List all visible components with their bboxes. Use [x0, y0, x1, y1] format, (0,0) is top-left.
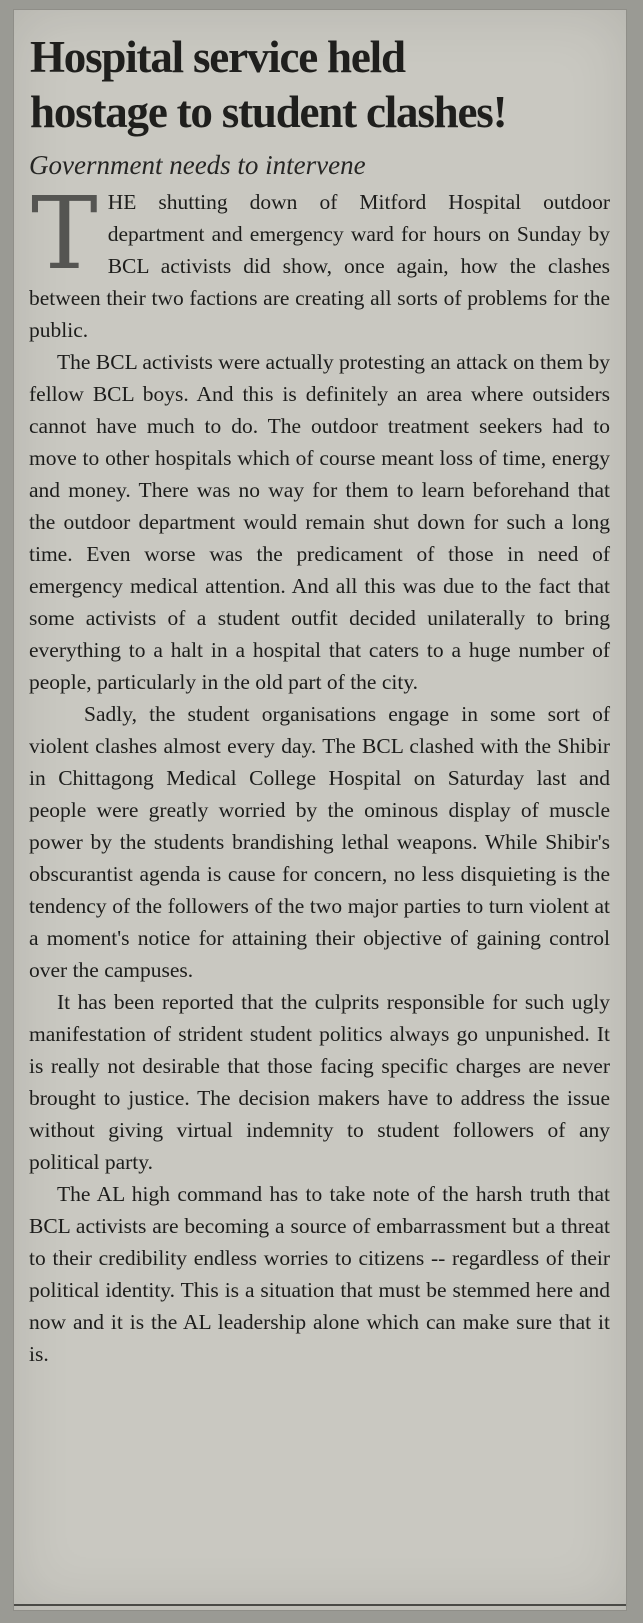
drop-cap: T	[31, 175, 98, 292]
paragraph-5: The AL high command has to take note of the harsh truth that BCL activists are becoming a source of embarrassment but a threat to their credibility endless worries to citizens -- regardless of their political identity. This is a situation that must be stemmed here and now and it is the AL leadership alone which can make sure that it is.	[29, 1182, 610, 1366]
paragraph-1	[29, 175, 610, 346]
headline	[30, 30, 626, 140]
article-body	[29, 175, 610, 1370]
headline-line-2: hostage to student clashes!	[30, 87, 507, 137]
newspaper-clipping	[14, 10, 626, 1610]
subheadline: Government needs to intervene	[29, 150, 366, 180]
paragraph-3: Sadly, the student organisations engage in some sort of violent clashes almost every day. The BCL clashed with the Shibir in Chittagong Medical College Hospital on Saturday last and people were greatly worried by the ominous display of muscle power by the students brandishing lethal weapons. While Shibir's obscurantist agenda is cause for concern, no less disquieting is the tendency of the followers of the two major parties to turn violent at a moment's notice for attaining their objective of gaining control over the campuses.	[29, 702, 610, 982]
paragraph-4: It has been reported that the culprits responsible for such ugly manifestation of strident student politics always go unpunished. It is really not desirable that those facing specific charges are never brought to justice. The decision makers have to address the issue without giving virtual indemnity to student followers of any political party.	[29, 990, 610, 1174]
headline-line-1: Hospital service held	[30, 32, 405, 82]
paragraph-1-text: HE shutting down of Mitford Hospital outdoor department and emergency ward for hours on Sunday by BCL activists did show, once again, how the clashes between their two factions are creating all sorts of problems for the public.	[29, 190, 610, 342]
bottom-rule	[14, 1604, 626, 1606]
paragraph-2: The BCL activists were actually protesting an attack on them by fellow BCL boys. And this is definitely an area where outsiders cannot have much to do. The outdoor treatment seekers had to move to other hospitals which of course meant loss of time, energy and money. There was no way for them to learn beforehand that the outdoor department would remain shut down for such a long time. Even worse was the predicament of those in need of emergency medical attention. And all this was due to the fact that some activists of a student outfit decided unilaterally to bring everything to a halt in a hospital that caters to a huge number of people, particularly in the old part of the city.	[29, 350, 610, 694]
